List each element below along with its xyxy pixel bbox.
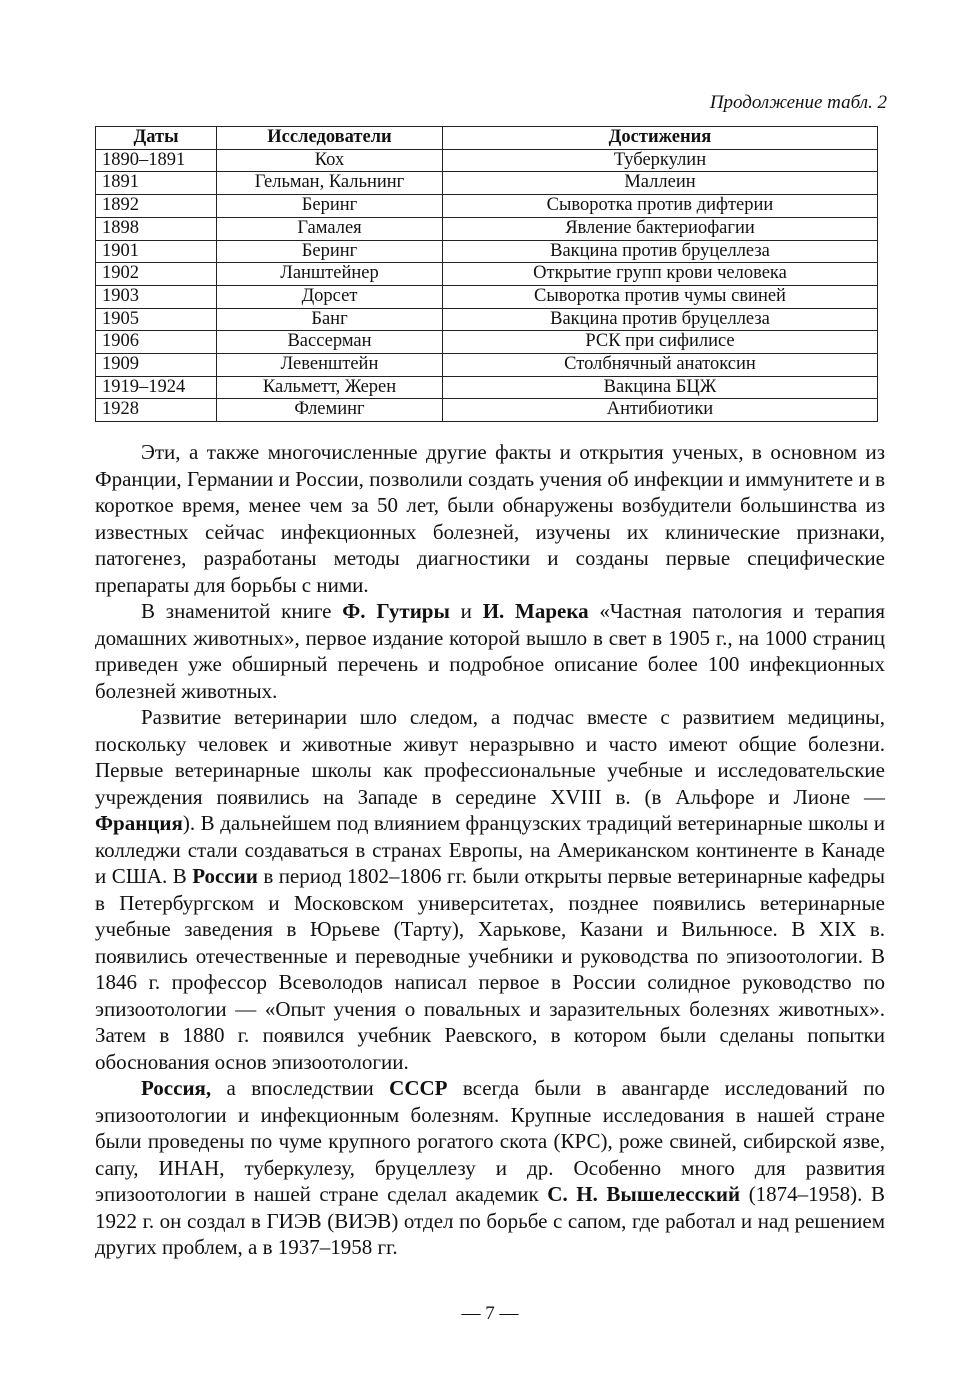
cell-researcher: Беринг	[217, 195, 443, 218]
cell-date: 1909	[96, 354, 217, 377]
cell-achievement: Вакцина против бруцеллеза	[443, 308, 878, 331]
table-row	[96, 195, 878, 218]
table-row	[96, 172, 878, 195]
cell-researcher: Левенштейн	[217, 354, 443, 377]
country-name: Франция	[95, 811, 183, 835]
cell-date: 1928	[96, 399, 217, 422]
table-row	[96, 263, 878, 286]
country-name: СССР	[389, 1076, 448, 1100]
table-row	[96, 376, 878, 399]
author-name: Ф. Гутиры	[342, 599, 450, 623]
country-name: России	[192, 864, 258, 888]
cell-date: 1890–1891	[96, 149, 217, 172]
cell-achievement: Сыворотка против чумы свиней	[443, 285, 878, 308]
table-row	[96, 331, 878, 354]
cell-date: 1892	[96, 195, 217, 218]
cell-researcher: Флеминг	[217, 399, 443, 422]
cell-researcher: Кох	[217, 149, 443, 172]
cell-researcher: Вассерман	[217, 331, 443, 354]
cell-date: 1891	[96, 172, 217, 195]
scientist-name: С. Н. Вышелесский	[547, 1182, 741, 1206]
cell-date: 1905	[96, 308, 217, 331]
table-row	[96, 240, 878, 263]
table-row	[96, 354, 878, 377]
header-dates: Даты	[96, 127, 217, 150]
country-name: Россия,	[141, 1076, 212, 1100]
cell-achievement: Маллеин	[443, 172, 878, 195]
cell-achievement: Явление бактериофагии	[443, 217, 878, 240]
cell-researcher: Ланштейнер	[217, 263, 443, 286]
cell-researcher: Банг	[217, 308, 443, 331]
cell-achievement: Столбнячный анатоксин	[443, 354, 878, 377]
table-header-row	[96, 127, 878, 150]
text-span: В знаменитой книге	[141, 599, 343, 623]
paragraph	[95, 598, 885, 704]
text-span: Развитие ветеринарии шло следом, а подчас вместе с развитием медицины, поскольку человек и животные живут неразрывно и часто имеют общие болезни. Первые ветеринарные школы как профессиональные учебные и исследовательские учреждения появились на Западе в середине XVIII в. (в Альфоре и Лионе —	[95, 705, 885, 809]
table-row	[96, 149, 878, 172]
table-row	[96, 308, 878, 331]
cell-achievement: Вакцина против бруцеллеза	[443, 240, 878, 263]
cell-achievement: Открытие групп крови человека	[443, 263, 878, 286]
paragraph: Эти, а также многочисленные другие факты и открытия ученых, в основном из Франции, Германии и России, позволили создать учения об инфекции и иммунитете и в короткое время, менее чем за 50 лет, были обнаружены возбудители большинства из известных сейчас инфекционных болезней, изучены их клинические признаки, патогенез, разработаны методы диагностики и созданы первые специфические препараты для борьбы с ними.	[95, 440, 885, 597]
cell-achievement: Антибиотики	[443, 399, 878, 422]
text-span: и	[449, 599, 483, 623]
cell-achievement: Сыворотка против дифтерии	[443, 195, 878, 218]
cell-researcher: Дорсет	[217, 285, 443, 308]
cell-researcher: Беринг	[217, 240, 443, 263]
header-researchers: Исследователи	[217, 127, 443, 150]
text-span: а впоследствии	[211, 1076, 390, 1100]
author-name: И. Марека	[482, 599, 589, 623]
cell-achievement: Вакцина БЦЖ	[443, 376, 878, 399]
paragraph	[95, 1075, 885, 1261]
table-caption: Продолжение табл. 2	[709, 92, 887, 113]
body-text	[95, 439, 885, 1261]
cell-date: 1901	[96, 240, 217, 263]
cell-date: 1906	[96, 331, 217, 354]
cell-achievement: РСК при сифилисе	[443, 331, 878, 354]
table-row	[96, 399, 878, 422]
text-span: «Частная патология и терапия домашних животных», первое издание которой вышло в свет в 1905 г., на 1000 страниц приведен уже обширный перечень и подробное описание более 100 инфекционных болезней животных.	[95, 599, 885, 703]
table-row	[96, 217, 878, 240]
page-number: — 7 —	[461, 1303, 519, 1324]
table-row	[96, 285, 878, 308]
text-span: в период 1802–1806 гг. были открыты первые ветеринарные кафедры в Петербургском и Московском университетах, позднее появились ветеринарные учебные заведения в Юрьеве (Тарту), Харькове, Казани и Вильнюсе. В XIX в. появились отечественные и переводные учебники и руководства по эпизоотологии. В 1846 г. профессор Всеволодов написал первое в России солидное руководство по эпизоотологии — «Опыт учения о повальных и заразительных болезнях животных». Затем в 1880 г. появился учебник Раевского, в котором были сделаны попытки обоснования основ эпизоотологии.	[95, 864, 885, 1074]
cell-researcher: Кальметт, Жерен	[217, 376, 443, 399]
paragraph	[95, 704, 885, 1075]
discoveries-table	[95, 126, 878, 422]
text-span: ). В дальнейшем под влиянием французских традиций ветеринарные школы и колледжи стали создаваться в странах Европы, на Американском континенте в Канаде и США. В	[95, 811, 885, 888]
cell-achievement: Туберкулин	[443, 149, 878, 172]
cell-researcher: Гамалея	[217, 217, 443, 240]
cell-date: 1902	[96, 263, 217, 286]
cell-date: 1903	[96, 285, 217, 308]
cell-researcher: Гельман, Кальнинг	[217, 172, 443, 195]
text-span: (1874–1958). В 1922 г. он создал в ГИЭВ (ВИЭВ) отдел по борьбе с сапом, где работал и над решением других проблем, а в 1937–1958 гг.	[95, 1182, 885, 1259]
cell-date: 1919–1924	[96, 376, 217, 399]
cell-date: 1898	[96, 217, 217, 240]
header-achievements: Достижения	[443, 127, 878, 150]
text-span: всегда были в авангарде исследований по эпизоотологии и инфекционным болезням. Крупные исследования в нашей стране были проведены по чуме крупного рогатого скота (КРС), роже свиней, сибирской язве, сапу, ИНАН, туберкулезу, бруцеллезу и др. Особенно много для развития эпизоотологии в нашей стране сделал академик	[95, 1076, 885, 1206]
